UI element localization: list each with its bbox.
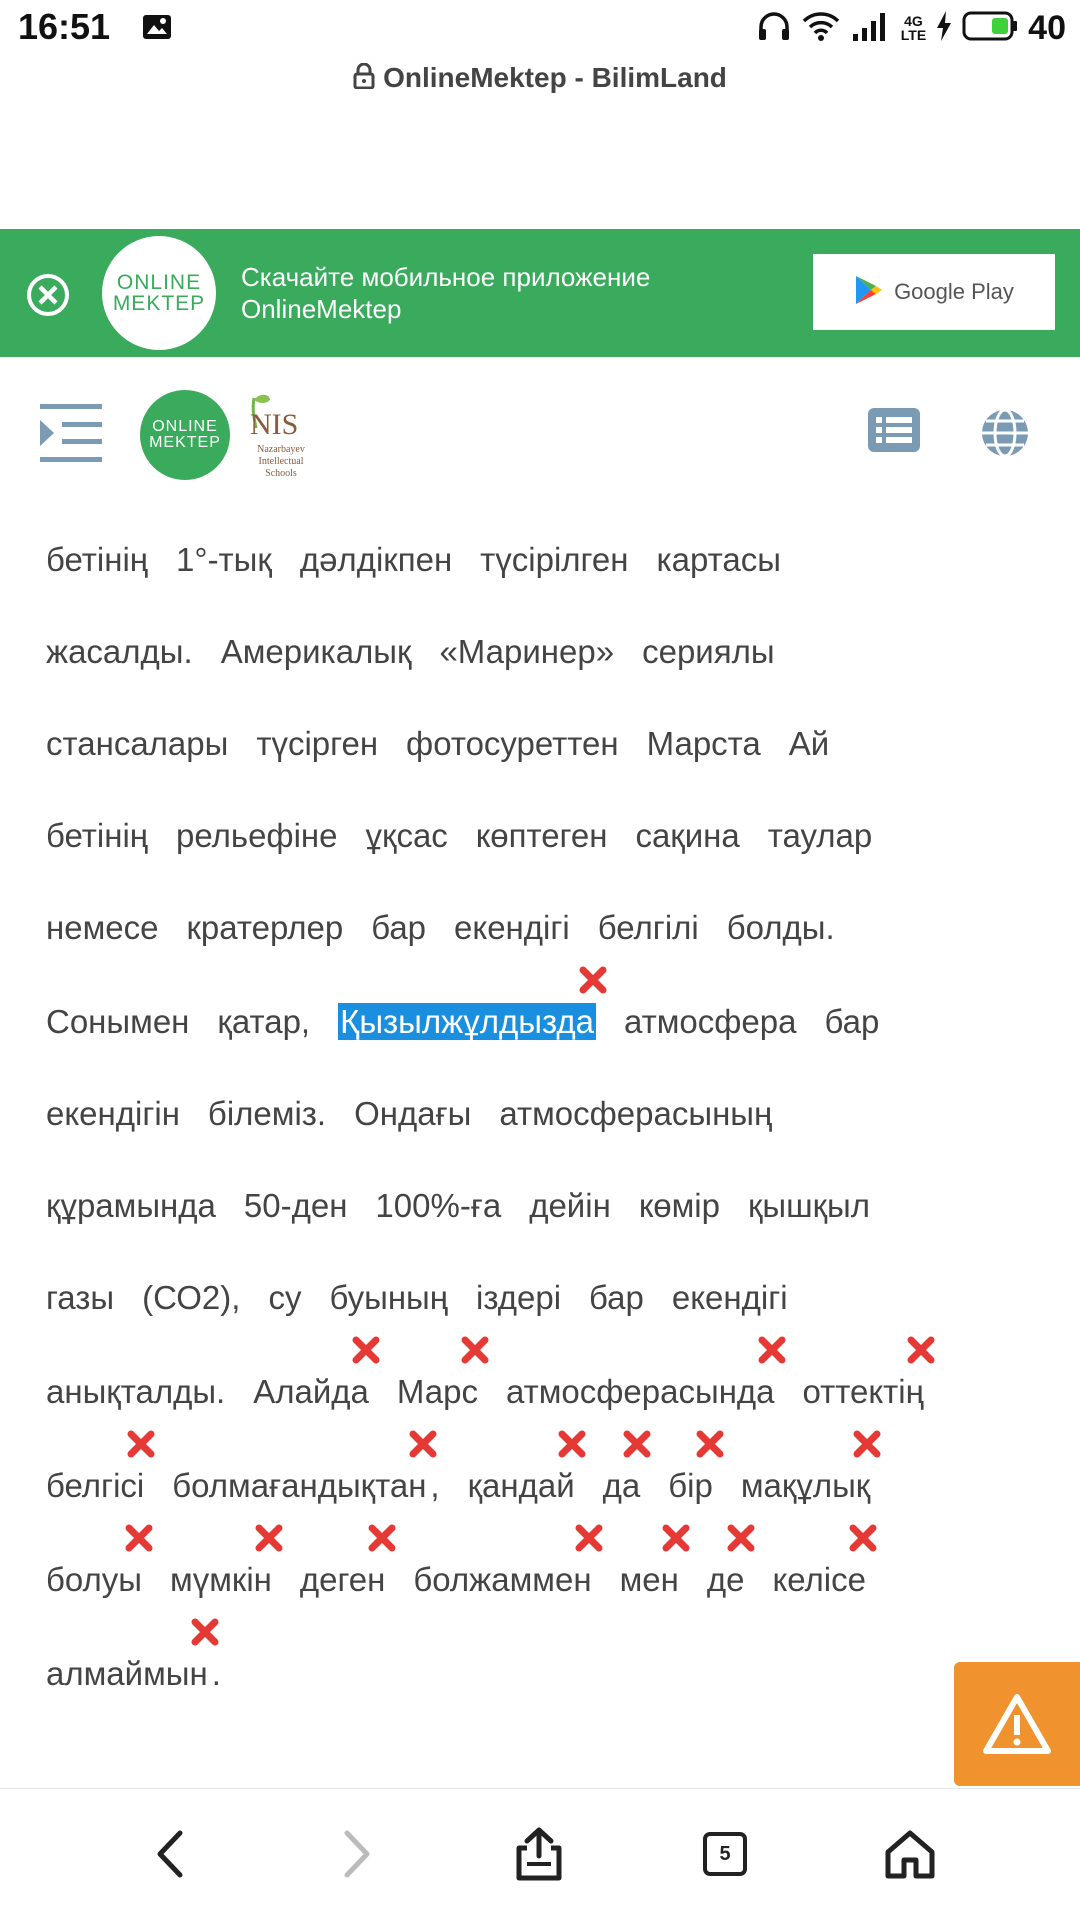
text-line xyxy=(46,1268,788,1328)
share-button[interactable] xyxy=(504,1819,574,1889)
promo-text: Скачайте мобильное приложение OnlineMektep xyxy=(241,262,651,324)
word: 50-ден xyxy=(243,1187,348,1224)
wifi-icon xyxy=(801,10,841,47)
word: бар xyxy=(589,1279,644,1316)
network-type: 4G LTE xyxy=(900,13,927,43)
word: қатар, xyxy=(217,1003,311,1040)
list-icon[interactable] xyxy=(868,408,920,457)
lock-icon xyxy=(353,63,375,94)
word: атмосфера xyxy=(623,1003,797,1040)
word: дейін xyxy=(529,1187,611,1224)
text-line xyxy=(46,530,781,590)
text-line xyxy=(46,1456,870,1516)
word: Ондағы xyxy=(354,1095,472,1132)
word: болуы xyxy=(46,1561,142,1599)
word: екендігі xyxy=(454,909,570,946)
word: газы xyxy=(46,1279,115,1316)
battery-icon xyxy=(962,11,1018,46)
google-play-icon xyxy=(854,274,884,311)
error-mark-icon xyxy=(190,1617,220,1647)
error-mark-icon xyxy=(460,1335,490,1365)
word: 100%-ға xyxy=(375,1187,502,1224)
word: көмір xyxy=(638,1187,720,1224)
site-header xyxy=(0,390,1080,490)
chevron-right-icon xyxy=(337,1829,377,1879)
word: түсірген xyxy=(256,725,379,762)
text-line xyxy=(46,1084,772,1144)
word: сериялы xyxy=(642,633,775,670)
text-line xyxy=(46,714,829,774)
punctuation: , xyxy=(430,1467,440,1504)
text-line xyxy=(46,1550,866,1610)
word: белгісі xyxy=(46,1467,144,1505)
word: алмаймын xyxy=(46,1655,208,1693)
word: атмосферасында xyxy=(506,1373,775,1411)
word: көптеген xyxy=(475,817,608,854)
error-mark-icon xyxy=(408,1429,438,1459)
word: 1°-тық xyxy=(176,541,272,578)
word: іздері xyxy=(476,1279,562,1316)
forward-button[interactable] xyxy=(322,1819,392,1889)
word: кратерлер xyxy=(186,909,344,946)
error-mark-icon xyxy=(757,1335,787,1365)
word: картасы xyxy=(656,541,781,578)
word: екендігі xyxy=(671,1279,788,1316)
error-mark-icon xyxy=(695,1429,725,1459)
text-line xyxy=(46,898,835,958)
word: да xyxy=(603,1467,641,1505)
browser-bottom-bar xyxy=(0,1788,1080,1921)
header-logo[interactable]: ONLINE MEKTEP xyxy=(140,390,230,480)
word: оттектің xyxy=(803,1373,924,1411)
word: Ай xyxy=(788,725,830,762)
onlinemektep-logo: ONLINE MEKTEP xyxy=(102,236,216,350)
word: анықталды. xyxy=(46,1373,226,1410)
status-time: 16:51 xyxy=(18,6,111,47)
url-bar[interactable] xyxy=(0,58,1080,98)
word: болды. xyxy=(726,909,835,946)
punctuation: . xyxy=(211,1655,221,1692)
google-play-label: Google Play xyxy=(894,279,1014,304)
warning-icon xyxy=(982,1693,1052,1755)
menu-icon[interactable] xyxy=(38,402,104,469)
selected-word[interactable] xyxy=(338,1003,596,1041)
word: қандай xyxy=(468,1467,575,1505)
word: болмағандықтан xyxy=(172,1467,426,1505)
charging-icon xyxy=(936,11,952,46)
error-mark-icon xyxy=(852,1429,882,1459)
home-icon xyxy=(883,1828,937,1880)
word: бетінің xyxy=(46,817,149,854)
error-mark-icon xyxy=(574,1523,604,1553)
word: фотосуреттен xyxy=(406,725,619,762)
word: де xyxy=(707,1561,745,1599)
error-mark-icon xyxy=(124,1523,154,1553)
word: бір xyxy=(668,1467,713,1505)
page-title: OnlineMektep - BilimLand xyxy=(383,62,727,93)
battery-level: 40 xyxy=(1028,8,1066,47)
word: болжаммен xyxy=(413,1561,591,1599)
error-mark-icon xyxy=(367,1523,397,1553)
text-line xyxy=(46,1362,924,1422)
share-icon xyxy=(513,1826,565,1882)
word: таулар xyxy=(767,817,873,854)
word: екендігін xyxy=(46,1095,180,1132)
word: Алайда xyxy=(253,1373,369,1411)
word: белгілі xyxy=(597,909,699,946)
word: бар xyxy=(824,1003,880,1040)
word: стансалары xyxy=(46,725,229,762)
headphones-icon xyxy=(757,10,791,47)
word: су xyxy=(268,1279,302,1316)
word: құрамында xyxy=(46,1187,216,1224)
word: бетінің xyxy=(46,541,149,578)
word: дәлдікпен xyxy=(299,541,453,578)
error-mark-icon xyxy=(622,1429,652,1459)
error-mark-icon xyxy=(351,1335,381,1365)
word: сақина xyxy=(635,817,740,854)
report-button[interactable] xyxy=(954,1662,1080,1786)
error-mark-icon xyxy=(906,1335,936,1365)
word: (СО2), xyxy=(142,1279,241,1316)
text-line xyxy=(46,622,775,682)
tabs-button[interactable] xyxy=(690,1819,760,1889)
word: атмосферасының xyxy=(499,1095,773,1132)
error-mark-icon xyxy=(126,1429,156,1459)
status-bar xyxy=(0,0,1080,58)
tab-count: 5 xyxy=(703,1832,747,1876)
word: түсірілген xyxy=(480,541,629,578)
close-banner-icon[interactable] xyxy=(26,273,70,322)
back-button[interactable] xyxy=(135,1819,205,1889)
text-line xyxy=(46,992,879,1052)
word: Америкалық xyxy=(220,633,412,670)
word: немесе xyxy=(46,909,159,946)
home-button[interactable] xyxy=(875,1819,945,1889)
text-line xyxy=(46,1176,870,1236)
word: бар xyxy=(371,909,427,946)
chevron-left-icon xyxy=(150,1829,190,1879)
signal-icon xyxy=(851,10,891,47)
word: мен xyxy=(620,1561,679,1599)
app-download-banner xyxy=(0,229,1080,357)
word: ұқсас xyxy=(365,817,448,854)
word: келісе xyxy=(772,1561,866,1599)
word: Марста xyxy=(646,725,761,762)
word: Сонымен xyxy=(46,1003,190,1040)
globe-icon[interactable] xyxy=(980,408,1030,463)
word: деген xyxy=(300,1561,386,1599)
word: білеміз. xyxy=(207,1095,327,1132)
word: буының xyxy=(329,1279,448,1316)
text-line xyxy=(46,806,872,866)
error-mark-icon xyxy=(726,1523,756,1553)
gallery-notification-icon xyxy=(142,14,172,45)
word: мүмкін xyxy=(170,1561,272,1599)
selected-word-text: Қызылжұлдызда xyxy=(340,1003,594,1040)
error-mark-icon xyxy=(661,1523,691,1553)
error-mark-icon xyxy=(848,1523,878,1553)
error-mark-icon xyxy=(578,965,608,995)
word: «Маринер» xyxy=(439,633,615,670)
error-mark-icon xyxy=(254,1523,284,1553)
word: Марс xyxy=(397,1373,478,1411)
error-mark-icon xyxy=(557,1429,587,1459)
word: мақұлық xyxy=(741,1467,870,1505)
word: қышқыл xyxy=(747,1187,871,1224)
text-line xyxy=(46,1644,221,1704)
nis-logo: NIS Nazarbayev Intellectual Schools xyxy=(236,390,316,480)
word: рельефіне xyxy=(176,817,338,854)
word: жасалды. xyxy=(46,633,193,670)
google-play-button[interactable] xyxy=(813,254,1055,330)
